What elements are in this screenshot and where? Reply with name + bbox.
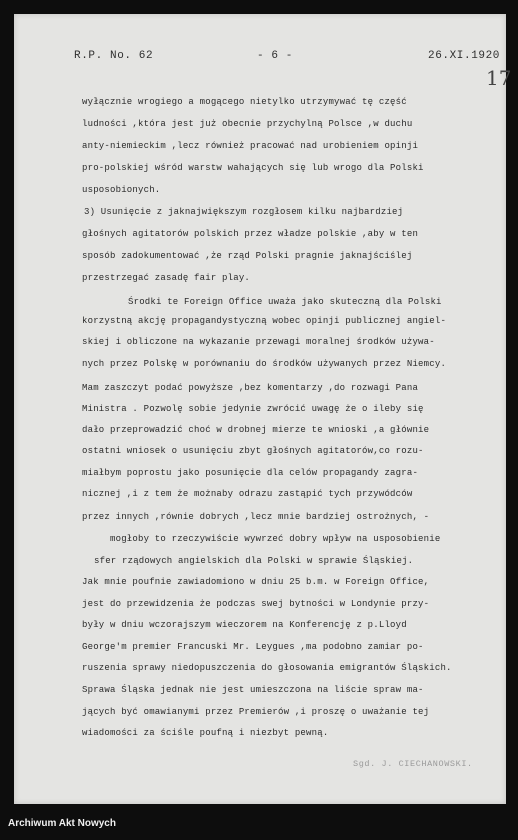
- text-line: usposobionych.: [82, 185, 161, 195]
- text-line: ostatni wniosek o usunięciu zbyt głośnych agitatorów,co rozu-: [82, 446, 424, 456]
- text-line: George'm premier Francuski Mr. Leygues ,ma podobno zamiar po-: [82, 642, 424, 652]
- text-line: ludności ,która jest już obecnie przychylną Polsce ,w duchu: [82, 119, 413, 129]
- archive-footer: Archiwum Akt Nowych: [8, 818, 116, 829]
- text-line: anty-niemieckim ,lecz również pracować nad urobieniem opinji: [82, 141, 419, 151]
- text-line: jest do przewidzenia że podczas swej bytności w Londynie przy-: [82, 599, 430, 609]
- text-line: 3) Usunięcie z jaknajwiększym rozgłosem kilku najbardziej: [84, 207, 404, 217]
- text-line: Mam zaszczyt podać powyższe ,bez komentarzy ,do rozwagi Pana: [82, 383, 419, 393]
- text-line: pro-polskiej wśród warstw wahających się lub wrogo dla Polski: [82, 163, 424, 173]
- text-line: nicznej ,i z tem że możnaby odrazu zastąpić tych przywódców: [82, 489, 413, 499]
- text-line: ruszenia sprawy niedopuszczenia do głosowania emigrantów Śląskich.: [82, 663, 452, 673]
- text-line: Ministra . Pozwolę sobie jedynie zwrócić uwagę że o ileby się: [82, 404, 424, 414]
- text-line: miałbym poprostu jako posunięcie dla celów propagandy zagra-: [82, 468, 419, 478]
- header-reference: R.P. No. 62: [74, 50, 154, 62]
- header-page-number: - 6 -: [257, 50, 294, 62]
- text-line: jących być omawianymi przez Premierów ,i proszę o uważanie tej: [82, 707, 430, 717]
- text-line: sfer rządowych angielskich dla Polski w sprawie Śląskiej.: [94, 556, 414, 566]
- text-line: sposób zadokumentować ,że rząd Polski pragnie jaknajściślej: [82, 251, 413, 261]
- text-line: przez innych ,równie dobrych ,lecz mnie bardziej ostrożnych, -: [82, 512, 430, 522]
- text-line: Sprawa Śląska jednak nie jest umieszczona na liście spraw ma-: [82, 685, 424, 695]
- text-line: przestrzegać zasadę fair play.: [82, 273, 251, 283]
- signature-stamp: Sgd. J. CIECHANOWSKI.: [353, 759, 473, 769]
- text-line: dało przeprowadzić choć w drobnej mierze te wnioski ,a głównie: [82, 425, 430, 435]
- text-line: skiej i obliczone na wykazanie przewagi moralnej środków używa-: [82, 337, 435, 347]
- text-line: wyłącznie wrogiego a mogącego nietylko utrzymywać tę część: [82, 97, 407, 107]
- text-line: mogłoby to rzeczywiście wywrzeć dobry wpływ na usposobienie: [110, 534, 441, 544]
- text-line: nych przez Polskę w porównaniu do środków używanych przez Niemcy.: [82, 359, 447, 369]
- handwritten-page-mark: 17: [486, 66, 512, 90]
- header-date: 26.XI.1920: [428, 50, 501, 62]
- text-line: były w dniu wczorajszym wieczorem na Konferencję z p.Lloyd: [82, 620, 407, 630]
- text-line: Środki te Foreign Office uważa jako skuteczną dla Polski: [128, 297, 442, 307]
- text-line: Jak mnie poufnie zawiadomiono w dniu 25 b.m. w Foreign Office,: [82, 577, 430, 587]
- text-line: głośnych agitatorów polskich przez władze polskie ,aby w ten: [82, 229, 419, 239]
- document-page: [14, 14, 512, 804]
- text-line: korzystną akcję propagandystyczną wobec opinji publicznej angiel-: [82, 316, 447, 326]
- text-line: wiadomości za ściśle poufną i niezbyt pewną.: [82, 728, 329, 738]
